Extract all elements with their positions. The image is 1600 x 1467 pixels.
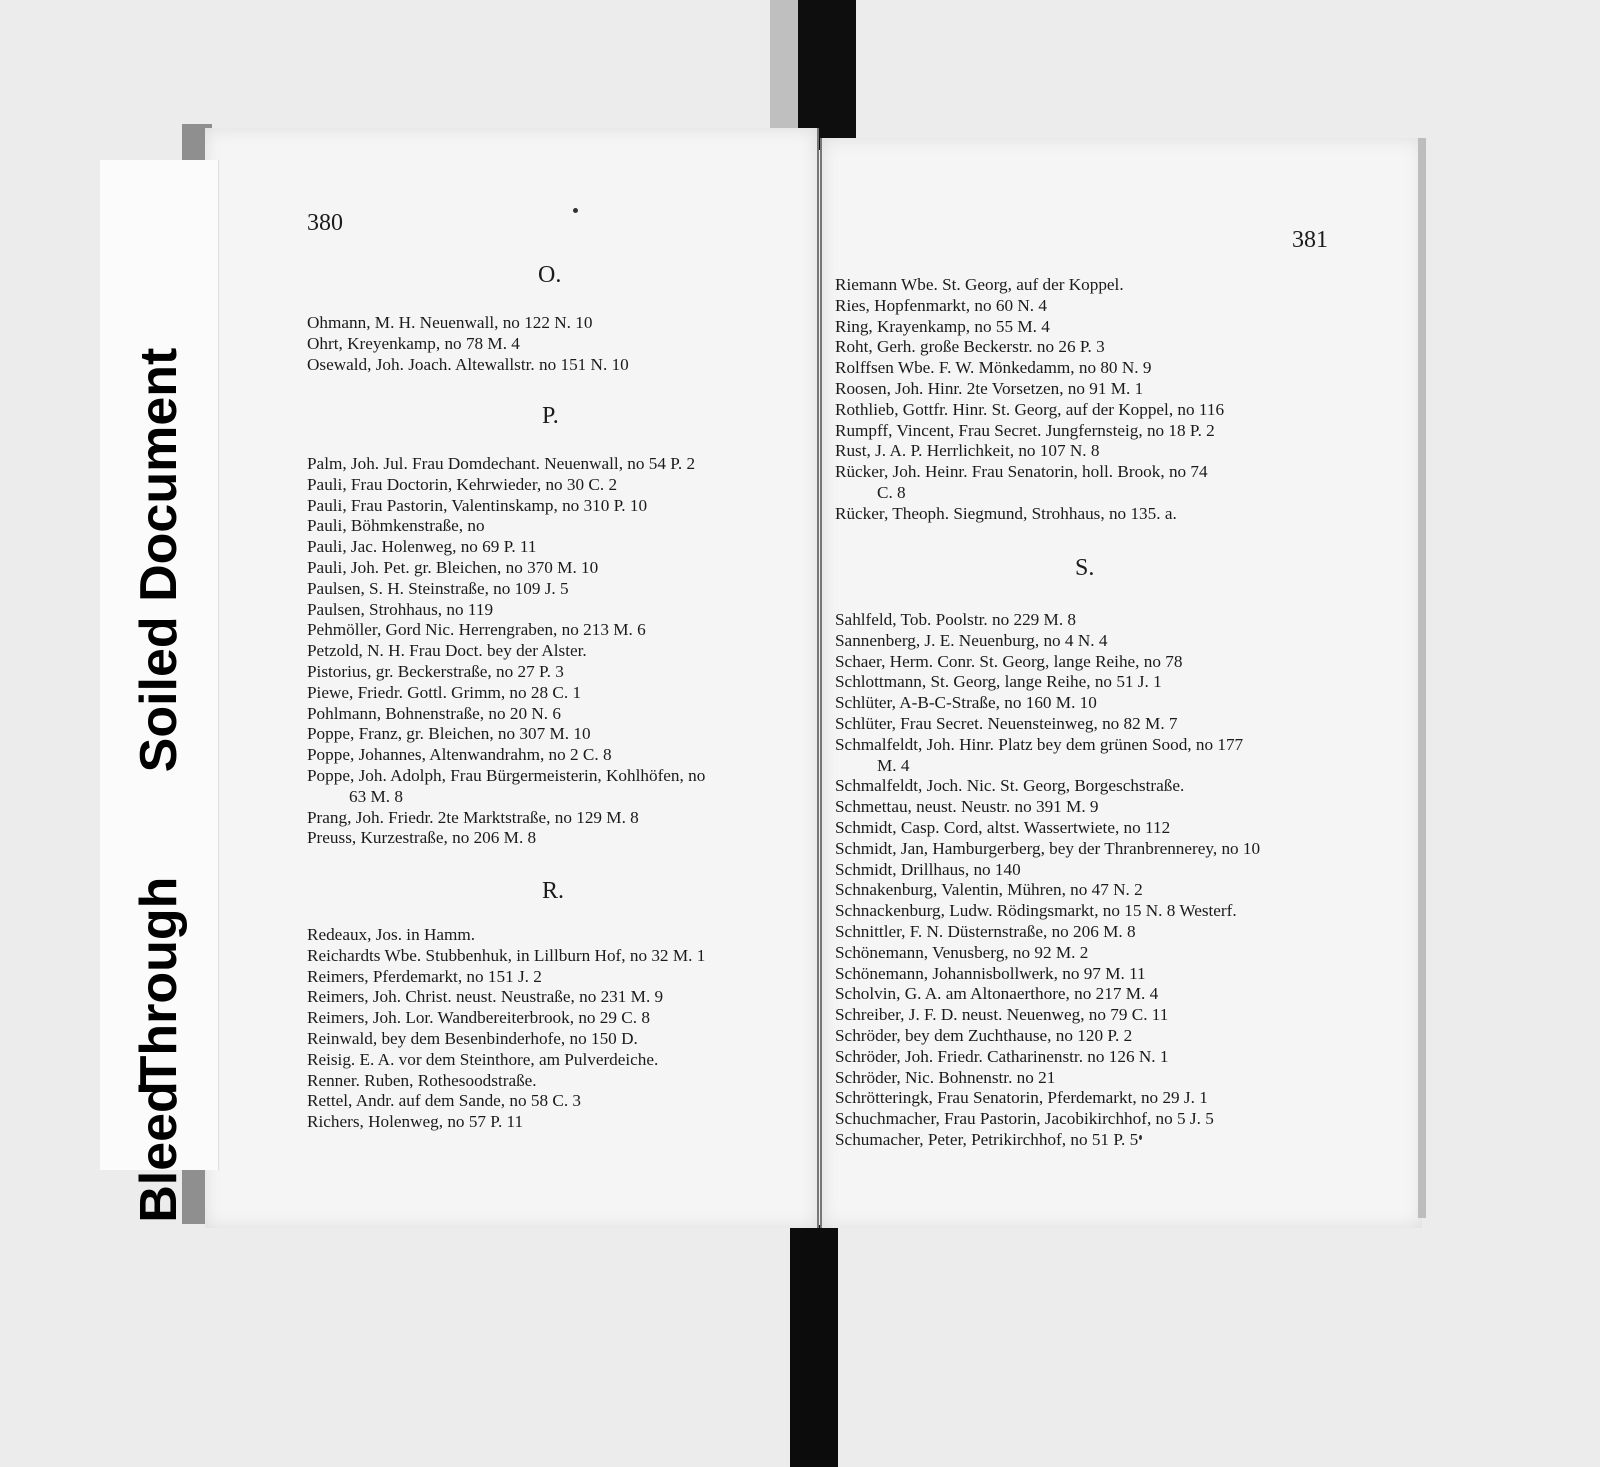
- directory-entry: Piewe, Friedr. Gottl. Grimm, no 28 C. 1: [307, 682, 582, 702]
- directory-entry: Paulsen, Strohhaus, no 119: [307, 599, 494, 619]
- directory-entry: Schmettau, neust. Neustr. no 391 M. 9: [835, 797, 1099, 817]
- right-page-edge: [1418, 138, 1426, 1218]
- directory-entry: Renner. Ruben, Rothesoodstraße.: [307, 1070, 537, 1090]
- directory-entry: C. 8: [877, 482, 906, 502]
- directory-entry: Pistorius, gr. Beckerstraße, no 27 P. 3: [307, 661, 564, 681]
- page-number-left: 380: [307, 210, 343, 236]
- directory-entry: Schmidt, Drillhaus, no 140: [835, 859, 1021, 879]
- directory-entry: Schmalfeldt, Joh. Hinr. Platz bey dem grünen Sood, no 177: [835, 734, 1244, 754]
- directory-entry: Ohrt, Kreyenkamp, no 78 M. 4: [307, 333, 520, 353]
- directory-entry: Reinwald, bey dem Besenbinderhofe, no 150 D.: [307, 1028, 638, 1048]
- directory-entry: Rolffsen Wbe. F. W. Mönkedamm, no 80 N. 9: [835, 358, 1152, 378]
- directory-entry: Richers, Holenweg, no 57 P. 11: [307, 1112, 524, 1132]
- directory-entry: Schröder, Joh. Friedr. Catharinenstr. no 126 N. 1: [835, 1046, 1169, 1066]
- directory-entry: Schnackenburg, Ludw. Rödingsmarkt, no 15 N. 8 Westerf.: [835, 901, 1237, 921]
- directory-entry: Ohmann, M. H. Neuenwall, no 122 N. 10: [307, 313, 593, 332]
- directory-entry: Schmalfeldt, Joch. Nic. St. Georg, Borgeschstraße.: [835, 776, 1185, 796]
- entries-r: [307, 925, 705, 1133]
- directory-entry: Pohlmann, Bohnenstraße, no 20 N. 6: [307, 703, 561, 723]
- directory-entry: Schlottmann, St. Georg, lange Reihe, no 51 J. 1: [835, 672, 1162, 692]
- directory-entry: Preuss, Kurzestraße, no 206 M. 8: [307, 828, 537, 848]
- section-letter-p: P.: [542, 403, 559, 429]
- directory-entry: Pauli, Jac. Holenweg, no 69 P. 11: [307, 537, 537, 557]
- ink-spot: [573, 208, 578, 213]
- directory-entry: Schlüter, Frau Secret. Neuensteinweg, no 82 M. 7: [835, 713, 1178, 733]
- directory-entry: Sahlfeld, Tob. Poolstr. no 229 M. 8: [835, 610, 1077, 629]
- directory-entry: Reisig. E. A. vor dem Steinthore, am Pulverdeiche.: [307, 1049, 659, 1069]
- directory-entry: Paulsen, S. H. Steinstraße, no 109 J. 5: [307, 578, 569, 598]
- directory-entry: Roosen, Joh. Hinr. 2te Vorsetzen, no 91 M. 1: [835, 378, 1144, 398]
- directory-entry: M. 4: [877, 755, 910, 775]
- directory-entry: Reichardts Wbe. Stubbenhuk, in Lillburn Hof, no 32 M. 1: [307, 945, 706, 965]
- section-letter-r: R.: [542, 878, 565, 904]
- directory-entry: Osewald, Joh. Joach. Altewallstr. no 151 N. 10: [307, 354, 629, 374]
- directory-entry: Petzold, N. H. Frau Doct. bey der Alster.: [307, 641, 587, 661]
- directory-entry: Redeaux, Jos. in Hamm.: [307, 925, 476, 944]
- directory-entry: Ries, Hopfenmarkt, no 60 N. 4: [835, 295, 1047, 315]
- directory-entry: Scholvin, G. A. am Altonaerthore, no 217 M. 4: [835, 984, 1159, 1004]
- directory-entry: Pauli, Frau Doctorin, Kehrwieder, no 30 C. 2: [307, 474, 618, 494]
- directory-entry: Schönemann, Johannisbollwerk, no 97 M. 11: [835, 963, 1146, 983]
- directory-entry: Reimers, Pferdemarkt, no 151 J. 2: [307, 966, 542, 986]
- page-number-right: 381: [1292, 227, 1328, 253]
- directory-entry: Schuchmacher, Frau Pastorin, Jacobikirchhof, no 5 J. 5: [835, 1109, 1214, 1129]
- directory-entry: Rothlieb, Gottfr. Hinr. St. Georg, auf der Koppel, no 116: [835, 399, 1225, 419]
- directory-entry: Schröder, bey dem Zuchthause, no 120 P. 2: [835, 1025, 1133, 1045]
- binding-strip-bottom: [790, 1225, 838, 1467]
- directory-entry: Poppe, Franz, gr. Bleichen, no 307 M. 10: [307, 724, 591, 744]
- entries-o: [307, 313, 629, 375]
- entries-r-continued: [835, 275, 1224, 525]
- entries-p: [307, 454, 705, 849]
- directory-entry: Schlüter, A-B-C-Straße, no 160 M. 10: [835, 693, 1097, 713]
- directory-entry: Palm, Joh. Jul. Frau Domdechant. Neuenwall, no 54 P. 2: [307, 454, 696, 473]
- directory-entry: Schnittler, F. N. Düsternstraße, no 206 M. 8: [835, 921, 1136, 941]
- directory-entry: Pauli, Joh. Pet. gr. Bleichen, no 370 M. 10: [307, 557, 599, 577]
- directory-entry: Prang, Joh. Friedr. 2te Marktstraße, no 129 M. 8: [307, 807, 639, 827]
- directory-entry: Schmidt, Casp. Cord, altst. Wassertwiete, no 112: [835, 817, 1171, 837]
- directory-entry: Sannenberg, J. E. Neuenburg, no 4 N. 4: [835, 630, 1108, 650]
- directory-entry: Schrötteringk, Frau Senatorin, Pferdemarkt, no 29 J. 1: [835, 1088, 1208, 1108]
- section-letter-s: S.: [1075, 555, 1095, 581]
- directory-entry: Poppe, Johannes, Altenwandrahm, no 2 C. 8: [307, 745, 612, 765]
- directory-entry: Schröder, Nic. Bohnenstr. no 21: [835, 1067, 1056, 1087]
- directory-entry: 63 M. 8: [349, 786, 403, 806]
- stamp-through: Through: [130, 876, 188, 1088]
- directory-entry: Pauli, Böhmkenstraße, no: [307, 516, 485, 536]
- directory-entry: Schumacher, Peter, Petrikirchhof, no 51 P. 5: [835, 1129, 1139, 1149]
- directory-entry: Poppe, Joh. Adolph, Frau Bürgermeisterin, Kohlhöfen, no: [307, 765, 706, 785]
- stamp-soiled-document: Soiled Document: [130, 347, 188, 773]
- directory-entry: Rettel, Andr. auf dem Sande, no 58 C. 3: [307, 1091, 582, 1111]
- directory-entry: Schreiber, J. F. D. neust. Neuenweg, no 79 C. 11: [835, 1005, 1169, 1025]
- directory-entry: Schönemann, Venusberg, no 92 M. 2: [835, 942, 1089, 962]
- directory-entry: Roht, Gerh. große Beckerstr. no 26 P. 3: [835, 337, 1105, 357]
- directory-entry: Rumpff, Vincent, Frau Secret. Jungfernsteig, no 18 P. 2: [835, 420, 1215, 440]
- directory-entry: Rust, J. A. P. Herrlichkeit, no 107 N. 8: [835, 441, 1100, 461]
- directory-entry: Pehmöller, Gord Nic. Herrengraben, no 213 M. 6: [307, 620, 646, 640]
- section-letter-o: O.: [538, 262, 562, 288]
- condition-stamp: [100, 160, 219, 1223]
- directory-entry: Ring, Krayenkamp, no 55 M. 4: [835, 316, 1050, 336]
- directory-entry: Reimers, Joh. Christ. neust. Neustraße, no 231 M. 9: [307, 987, 664, 1007]
- directory-entry: Riemann Wbe. St. Georg, auf der Koppel.: [835, 275, 1124, 294]
- entries-s: [835, 610, 1260, 1151]
- directory-entry: Pauli, Frau Pastorin, Valentinskamp, no 310 P. 10: [307, 495, 648, 515]
- directory-entry: Schnakenburg, Valentin, Mühren, no 47 N. 2: [835, 880, 1143, 900]
- stamp-bleed: Bleed: [130, 1081, 188, 1223]
- directory-entry: Schaer, Herm. Conr. St. Georg, lange Reihe, no 78: [835, 651, 1183, 671]
- directory-entry: Reimers, Joh. Lor. Wandbereiterbrook, no 29 C. 8: [307, 1008, 650, 1028]
- directory-entry: Schmidt, Jan, Hamburgerberg, bey der Thranbrennerey, no 10: [835, 838, 1261, 858]
- directory-entry: Rücker, Theoph. Siegmund, Strohhaus, no 135. a.: [835, 503, 1177, 523]
- directory-entry: Rücker, Joh. Heinr. Frau Senatorin, holl. Brook, no 74: [835, 462, 1208, 482]
